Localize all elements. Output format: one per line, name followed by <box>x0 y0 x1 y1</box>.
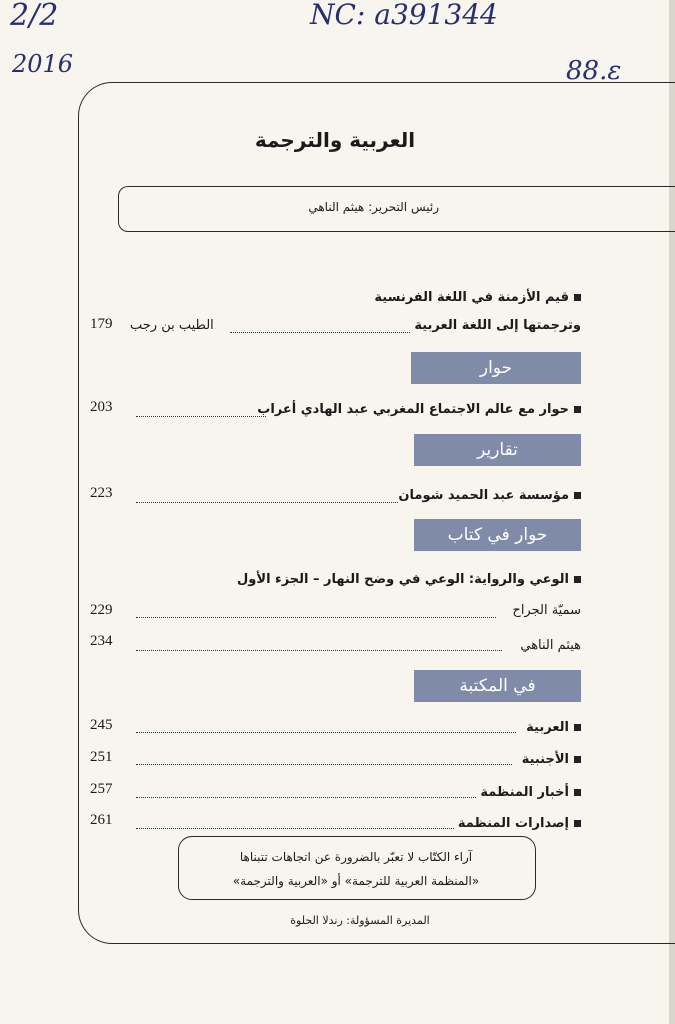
handwritten-year: 2016 <box>12 50 74 78</box>
toc-entry-consciousness-novel[interactable]: الوعي والرواية: الوعي في وضح النهار – الجزء الأول <box>237 572 581 587</box>
page-number: 234 <box>90 633 113 649</box>
handwritten-code: 88.ε <box>566 56 622 86</box>
page-number: 203 <box>90 399 113 415</box>
editor-line <box>308 200 439 214</box>
dot-leader <box>230 332 410 333</box>
toc-entry-publications[interactable]: إصدارات المنظمة <box>458 816 581 831</box>
bullet-square-icon <box>574 576 581 583</box>
section-header-dialogue-book: حوار في كتاب <box>414 519 581 551</box>
page-number: 261 <box>90 812 113 828</box>
section-header-reports: تقارير <box>414 434 581 466</box>
bullet-square-icon <box>574 294 581 301</box>
toc-author-jarrah[interactable]: سميّة الجراح <box>512 603 581 618</box>
dot-leader <box>136 764 512 765</box>
dot-leader <box>136 828 454 829</box>
toc-entry-tenses-title[interactable]: قيم الأزمنة في اللغة الفرنسية <box>374 290 581 305</box>
toc-entry-news[interactable]: أخبار المنظمة <box>480 785 581 800</box>
disclaimer-line-2: «المنظمة العربية للترجمة» أو «العربية والترجمة» <box>232 874 480 888</box>
dot-leader <box>136 732 516 733</box>
page-number: 257 <box>90 781 113 797</box>
bullet-square-icon <box>574 756 581 763</box>
editor-label: رئيس التحرير: <box>368 200 439 214</box>
toc-entry-arabic[interactable]: العربية <box>526 720 581 735</box>
bullet-square-icon <box>574 406 581 413</box>
journal-title: العربية والترجمة <box>254 128 416 152</box>
bullet-square-icon <box>574 492 581 499</box>
managing-director: المديرة المسؤولة: رندلا الحلوة <box>290 914 430 927</box>
handwritten-page-mark: 2/2 <box>10 0 59 33</box>
page-number: 223 <box>90 485 113 501</box>
dot-leader <box>136 416 266 417</box>
page-number: 251 <box>90 749 113 765</box>
section-header-dialogue: حوار <box>411 352 581 384</box>
dot-leader <box>136 617 496 618</box>
page-number: 245 <box>90 717 113 733</box>
page-number: 179 <box>90 316 113 332</box>
toc-author-ben-rajab: الطيب بن رجب <box>130 318 214 333</box>
page-number: 229 <box>90 602 113 618</box>
dot-leader <box>136 502 398 503</box>
bullet-square-icon <box>574 820 581 827</box>
dot-leader <box>136 650 502 651</box>
toc-entry-shoman[interactable]: مؤسسة عبد الحميد شومان <box>398 488 581 503</box>
section-header-library: في المكتبة <box>414 670 581 702</box>
handwritten-call-number: NC: a391344 <box>310 0 498 31</box>
disclaimer-line-1: آراء الكتّاب لا تعبّر بالضرورة عن اتجاهات تتبناها <box>239 850 473 864</box>
toc-entry-interview[interactable]: حوار مع عالم الاجتماع المغربي عبد الهادي أعراب <box>257 402 581 417</box>
dot-leader <box>136 797 476 798</box>
toc-author-nahi[interactable]: هيثم الناهي <box>520 638 581 653</box>
bullet-square-icon <box>574 724 581 731</box>
editor-name: هيثم الناهي <box>308 200 365 214</box>
toc-entry-tenses-subtitle: وترجمتها إلى اللغة العربية <box>414 318 581 333</box>
toc-entry-foreign[interactable]: الأجنبية <box>522 752 581 767</box>
bullet-square-icon <box>574 789 581 796</box>
disclaimer-box <box>178 836 536 900</box>
